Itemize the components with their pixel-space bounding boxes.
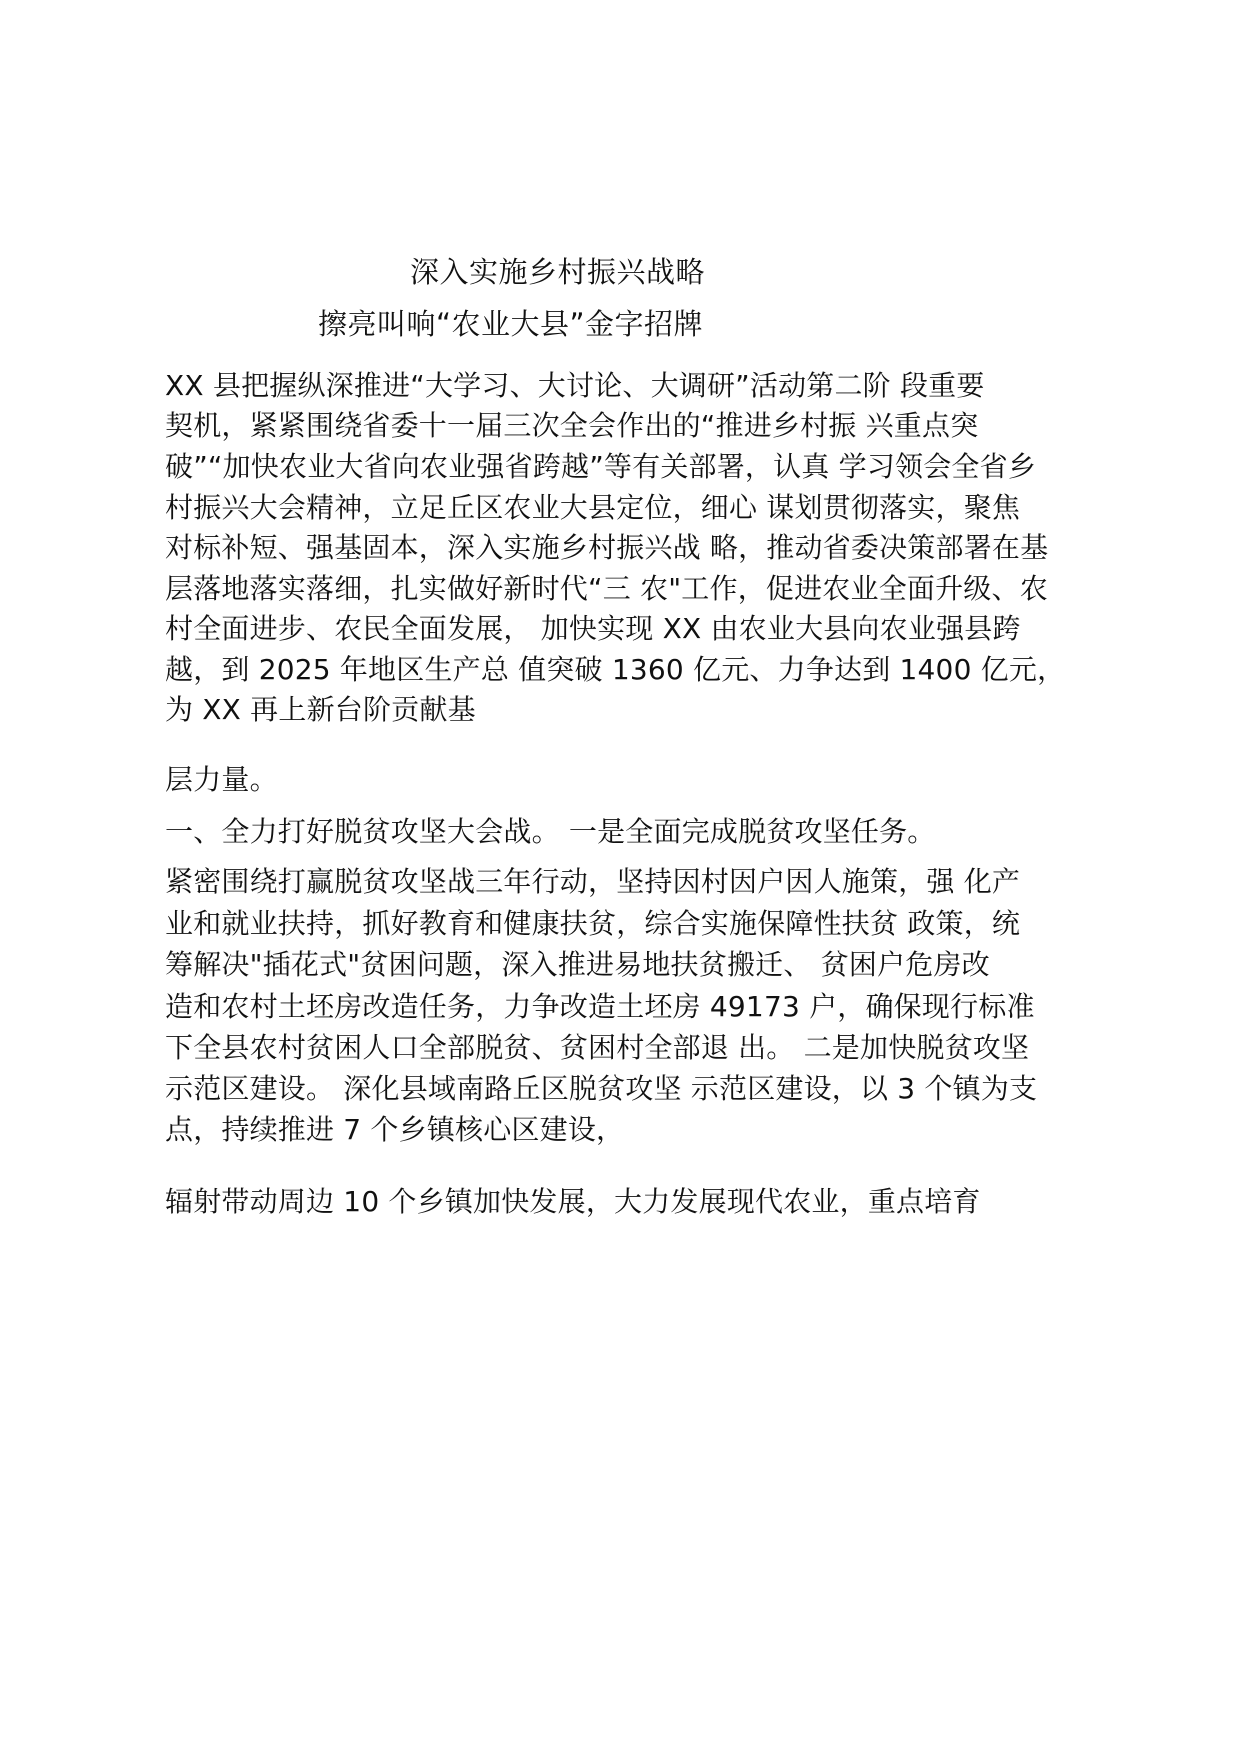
body-text-line: 点，持续推进 7 个乡镇核心区建设， bbox=[165, 1113, 625, 1146]
body-text-line: 示范区建设。 深化县域南路丘区脱贫攻坚 示范区建设，以 3 个镇为支 bbox=[165, 1072, 1038, 1105]
body-text-line: 辐射带动周边 10 个乡镇加快发展，大力发展现代农业，重点培育 bbox=[165, 1185, 981, 1218]
body-text-line: XX 县把握纵深推进“大学习、大讨论、大调研”活动第二阶 段重要 bbox=[165, 369, 985, 402]
body-text-line: 对标补短、强基固本，深入实施乡村振兴战 略，推动省委决策部署在基 bbox=[165, 531, 1049, 564]
body-text-line: 越，到 2025 年地区生产总 值突破 1360 亿元、力争达到 1400 亿元， bbox=[165, 653, 1066, 686]
body-text-line: 村全面进步、农民全面发展， 加快实现 XX 由农业大县向农业强县跨 bbox=[165, 612, 1021, 645]
document-title-line-1: 深入实施乡村振兴战略 bbox=[410, 255, 706, 289]
body-text-line: 村振兴大会精神，立足丘区农业大县定位，细心 谋划贯彻落实，聚焦 bbox=[165, 491, 1021, 524]
body-text-line: 下全县农村贫困人口全部脱贫、贫困村全部退 出。 二是加快脱贫攻坚 bbox=[165, 1031, 1030, 1064]
body-text-line: 破”“加快农业大省向农业强省跨越”等有关部署，认真 学习领会全省乡 bbox=[165, 450, 1037, 483]
section-heading-line: 一、全力打好脱贫攻坚大会战。 一是全面完成脱贫攻坚任务。 bbox=[165, 815, 936, 848]
body-text-line: 筹解决"插花式"贫困问题，深入推进易地扶贫搬迁、 贫困户危房改 bbox=[165, 948, 990, 981]
body-text-line: 紧密围绕打赢脱贫攻坚战三年行动，坚持因村因户因人施策，强 化产 bbox=[165, 865, 1021, 898]
body-text-line: 为 XX 再上新台阶贡献基 bbox=[165, 693, 476, 726]
document-title-line-2: 擦亮叫响“农业大县”金字招牌 bbox=[318, 307, 704, 341]
body-text-line: 造和农村土坯房改造任务，力争改造土坯房 49173 户，确保现行标准 bbox=[165, 990, 1035, 1023]
body-text-line: 层落地落实落细，扎实做好新时代“三 农"工作，促进农业全面升级、农 bbox=[165, 572, 1048, 605]
body-text-line: 业和就业扶持，抓好教育和健康扶贫，综合实施保障性扶贫 政策，统 bbox=[165, 907, 1021, 940]
body-text-line: 层力量。 bbox=[165, 763, 278, 796]
body-text-line: 契机，紧紧围绕省委十一届三次全会作出的“推进乡村振 兴重点突 bbox=[165, 409, 979, 442]
